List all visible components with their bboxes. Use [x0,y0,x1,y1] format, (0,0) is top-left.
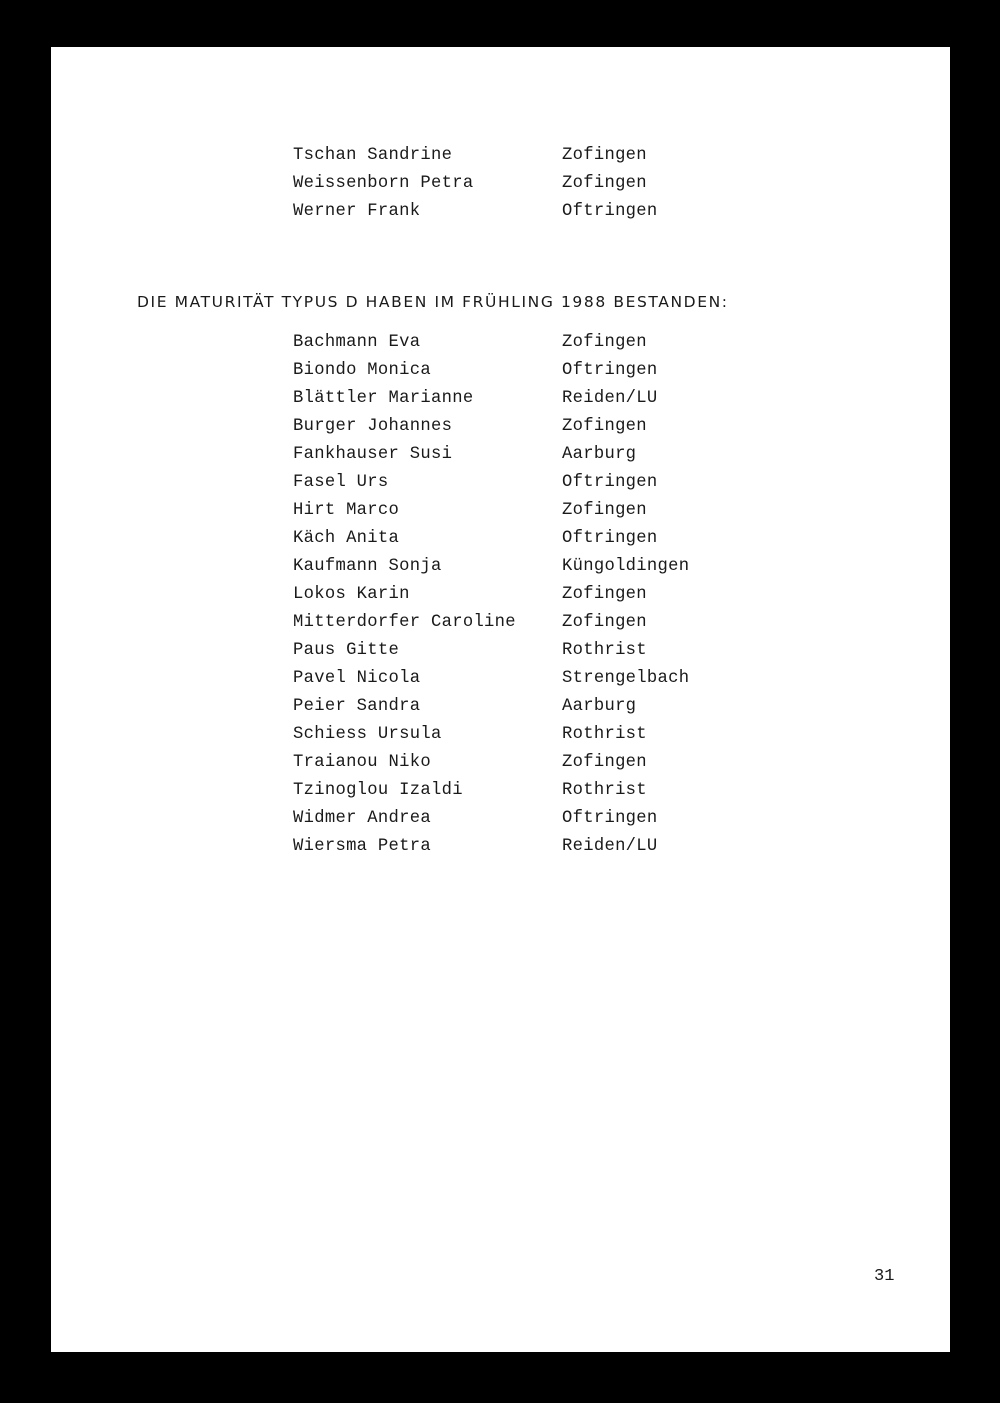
list-item [51,725,950,753]
student-name: Lokos Karin [293,585,410,604]
student-name: Fankhauser Susi [293,445,453,464]
student-name: Mitterdorfer Caroline [293,613,516,632]
student-town: Rothrist [562,725,647,744]
list-item [51,557,950,585]
section-heading: DIE MATURITÄT TYPUS D HABEN IM FRÜHLING 1988 BESTANDEN: [137,293,729,311]
list-item [51,361,950,389]
list-item [51,837,950,865]
student-name: Biondo Monica [293,361,431,380]
student-name: Fasel Urs [293,473,389,492]
student-town: Zofingen [562,174,647,193]
student-name: Blättler Marianne [293,389,474,408]
student-name: Werner Frank [293,202,421,221]
student-town: Oftringen [562,809,658,828]
student-town: Aarburg [562,697,637,716]
document-page [51,47,950,1352]
list-item [51,529,950,557]
student-name: Traianou Niko [293,753,431,772]
list-item [51,753,950,781]
student-name: Widmer Andrea [293,809,431,828]
student-name: Weissenborn Petra [293,174,474,193]
student-town: Oftringen [562,529,658,548]
list-item [51,697,950,725]
student-town: Zofingen [562,753,647,772]
list-item [51,146,950,174]
page-number: 31 [874,1267,895,1286]
list-item [51,669,950,697]
student-name: Käch Anita [293,529,400,548]
list-item [51,333,950,361]
student-town: Oftringen [562,202,658,221]
student-name: Schiess Ursula [293,725,442,744]
list-item [51,781,950,809]
student-name: Bachmann Eva [293,333,421,352]
student-town: Zofingen [562,501,647,520]
list-item [51,473,950,501]
list-item [51,501,950,529]
list-item [51,809,950,837]
student-town: Oftringen [562,361,658,380]
student-town: Rothrist [562,641,647,660]
student-town: Reiden/LU [562,837,658,856]
student-town: Zofingen [562,613,647,632]
student-name: Tschan Sandrine [293,146,453,165]
student-name: Kaufmann Sonja [293,557,442,576]
student-name: Tzinoglou Izaldi [293,781,463,800]
list-item [51,174,950,202]
list-item [51,613,950,641]
list-item [51,389,950,417]
student-name: Hirt Marco [293,501,400,520]
student-town: Rothrist [562,781,647,800]
student-name: Wiersma Petra [293,837,431,856]
student-town: Zofingen [562,146,647,165]
student-town: Aarburg [562,445,637,464]
student-town: Strengelbach [562,669,690,688]
list-item [51,585,950,613]
list-item [51,202,950,230]
student-town: Reiden/LU [562,389,658,408]
student-name: Paus Gitte [293,641,400,660]
student-town: Zofingen [562,417,647,436]
student-name: Pavel Nicola [293,669,421,688]
student-town: Oftringen [562,473,658,492]
student-name: Peier Sandra [293,697,421,716]
list-item [51,417,950,445]
list-item [51,641,950,669]
student-town: Küngoldingen [562,557,690,576]
student-name: Burger Johannes [293,417,453,436]
student-town: Zofingen [562,585,647,604]
student-town: Zofingen [562,333,647,352]
list-item [51,445,950,473]
